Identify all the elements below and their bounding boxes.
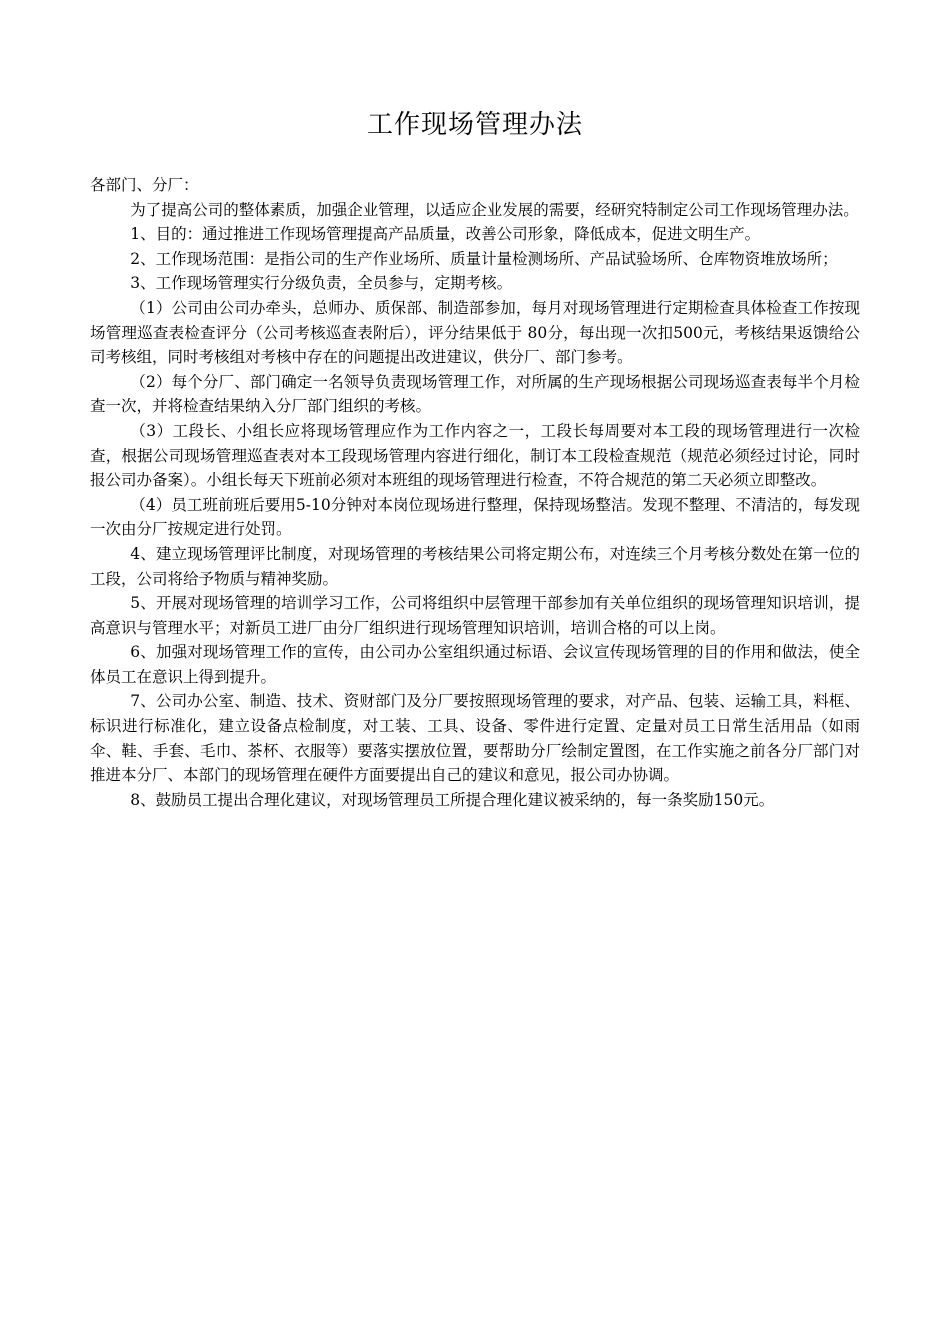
paragraph-sub-2: （2）每个分厂、部门确定一名领导负责现场管理工作，对所属的生产现场根据公司现场巡查表每半个月检查一次，并将检查结果纳入分厂部门组织的考核。 bbox=[90, 372, 860, 416]
paragraph-purpose: 1、目的：通过推进工作现场管理提高产品质量，改善公司形象，降低成本，促进文明生产。 bbox=[130, 225, 761, 244]
paragraph-evaluation: 4、建立现场管理评比制度，对现场管理的考核结果公司将定期公布，对连续三个月考核分数处在第一位的工段，公司将给予物质与精神奖励。 bbox=[90, 544, 860, 588]
document-title: 工作现场管理办法 bbox=[366, 110, 583, 140]
paragraph-scope: 2、工作现场范围：是指公司的生产作业场所、质量计量检测场所、产品试验场所、仓库物资堆放场所； bbox=[130, 249, 838, 268]
paragraph-training: 5、开展对现场管理的培训学习工作，公司将组织中层管理干部参加有关单位组织的现场管理知识培训，提高意识与管理水平；对新员工进厂由分厂组织进行现场管理知识培训，培训合格的可以上岗。 bbox=[90, 594, 860, 637]
document-body bbox=[90, 173, 860, 812]
paragraph-sub-4: （4）员工班前班后要用5-10分钟对本岗位现场进行整理，保持现场整洁。发现不整理、不清洁的，每发现一次由分厂按规定进行处罚。 bbox=[90, 495, 860, 539]
paragraph-responsibility: 3、工作现场管理实行分级负责，全员参与，定期考核。 bbox=[130, 274, 513, 293]
paragraph-intro: 为了提高公司的整体素质，加强企业管理，以适应企业发展的需要，经研究特制定公司工作现场管理办法。 bbox=[130, 200, 859, 219]
paragraph-publicity: 6、加强对现场管理工作的宣传，由公司办公室组织通过标语、会议宣传现场管理的目的作用和做法，使全体员工在意识上得到提升。 bbox=[90, 643, 860, 686]
greeting-line: 各部门、分厂： bbox=[90, 176, 199, 194]
paragraph-sub-1: （1）公司由公司办牵头，总师办、质保部、制造部参加，每月对现场管理进行定期检查具体检查工作按现场管理巡查表检查评分（公司考核巡查表附后），评分结果低于 80分，每出现一次扣500元，考核结果返馈给公司考核组，同时考核组对考核中存在的问题提出改进建议，供分厂、部门参考。 bbox=[90, 298, 860, 367]
paragraph-suggestions: 8、鼓励员工提出合理化建议，对现场管理员工所提合理化建议被采纳的，每一条奖励150元。 bbox=[130, 790, 775, 809]
paragraph-standardization: 7、公司办公室、制造、技术、资财部门及分厂要按照现场管理的要求，对产品、包装、运输工具，料框、标识进行标准化，建立设备点检制度，对工装、工具、设备、零件进行定置、定量对员工日常生活用品（如雨伞、鞋、手套、毛巾、茶杯、衣服等）要落实摆放位置，要帮助分厂绘制定置图，在工作实施之前各分厂部门对推进本分厂、本部门的现场管理在硬件方面要提出自己的建议和意见，报公司办协调。 bbox=[90, 692, 860, 785]
paragraph-sub-3: （3）工段长、小组长应将现场管理应作为工作内容之一，工段长每周要对本工段的现场管理进行一次检查，根据公司现场管理巡查表对本工段现场管理内容进行细化，制订本工段检查规范（规范必须经过讨论，同时报公司办备案）。小组长每天下班前必须对本班组的现场管理进行检查，不符合规范的第二天必须立即整改。 bbox=[90, 421, 860, 490]
